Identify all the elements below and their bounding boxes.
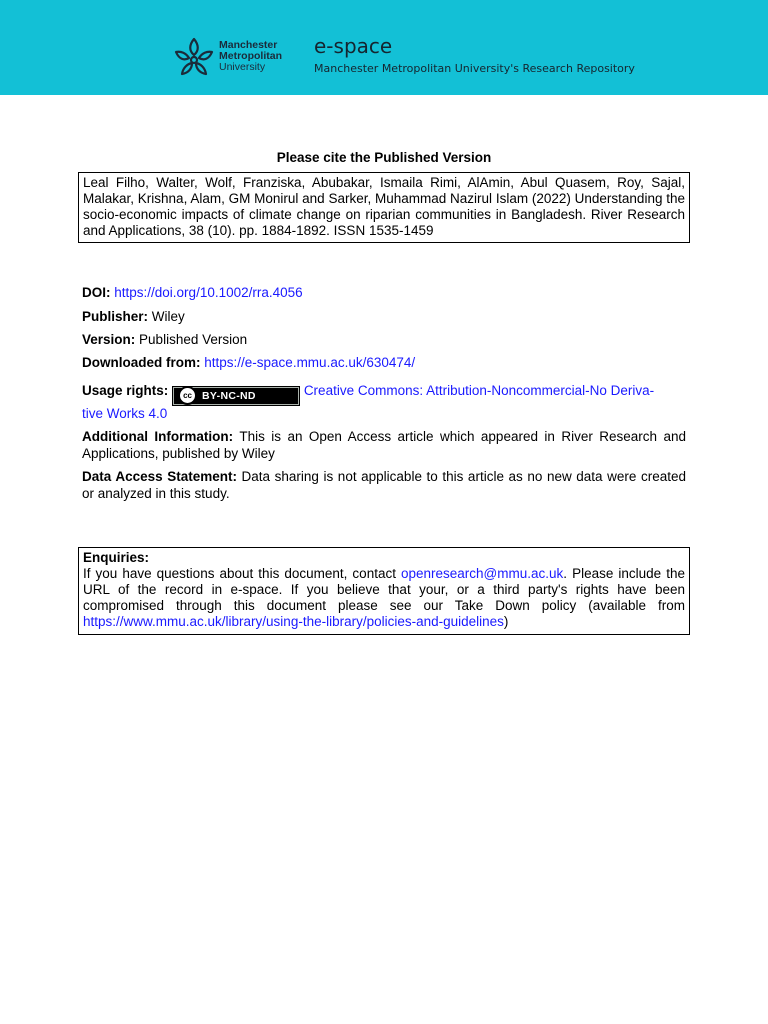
version-label: Version: [82,332,136,347]
citation-box [78,172,690,243]
enquiries-text-part: If you have questions about this document, contact [83,566,401,581]
data-access-row [82,469,686,502]
license-link-line: tive Works 4.0 [82,406,168,421]
enquiries-text-part: ) [503,614,509,629]
university-name [219,40,282,73]
email-link[interactable]: openresearch@mmu.ac.uk [401,566,564,581]
enquiries-text [83,566,685,630]
doi-row [82,285,686,302]
data-access-label: Data Access Statement: [82,469,237,484]
usage-label: Usage rights: [82,383,169,398]
additional-info-row [82,429,686,462]
cc-badge-text: BY-NC-ND [202,389,256,402]
doi-link[interactable]: https://doi.org/10.1002/rra.4056 [114,285,303,300]
version-row [82,332,686,349]
publisher-label: Publisher: [82,309,149,324]
mmu-logo-icon [172,36,216,80]
doi-label: DOI: [82,285,111,300]
downloaded-link[interactable]: https://e-space.mmu.ac.uk/630474/ [204,355,416,370]
additional-info-label: Additional Information: [82,429,234,444]
repository-subtitle: Manchester Metropolitan University's Research Repository [314,62,635,75]
university-name-line: University [219,61,266,73]
university-name-line: Manchester [219,39,278,51]
data-access-value: Data sharing is not applicable to this article as no new data were created or analyzed in this study. [82,469,686,501]
cite-heading: Please cite the Published Version [276,150,492,165]
policy-link[interactable]: https://www.mmu.ac.uk/library/using-the-library/policies-and-guidelines [83,614,504,629]
enquiries-label: Enquiries: [83,550,150,565]
license-link-line: Creative Commons: Attribution-Noncommercial-No Deriva- [303,383,655,398]
additional-info-value: This is an Open Access article which appeared in River Research and Applications, published by Wiley [82,429,686,461]
publisher-row [82,309,686,326]
cc-icon: cc [178,386,197,405]
usage-row [82,383,686,423]
cc-license-badge[interactable] [172,386,300,406]
downloaded-label: Downloaded from: [82,355,201,370]
enquiries-text-part: . Please include the URL of the record in e-space. If you believe that your, or a third party's rights have been compromised through this document please see our Take Down policy (available from [83,566,685,613]
citation-text: Leal Filho, Walter, Wolf, Franziska, Abubakar, Ismaila Rimi, AlAmin, Abul Quasem, Roy, Sajal, Malakar, Krishna, Alam, GM Monirul and Sarker, Muhammad Nazirul Islam (2022) Understanding the socio-economic impacts of climate change on riparian communities in Bangladesh. River Research and Applications, 38 (10). pp. 1884-1892. ISSN 1535-1459 [83,175,685,238]
publisher-value: Wiley [151,309,185,324]
license-link[interactable] [82,383,654,421]
repository-title: e-space [314,34,393,58]
version-value: Published Version [139,332,248,347]
downloaded-row [82,355,686,372]
enquiries-box [78,547,690,635]
university-name-line: Metropolitan [219,50,282,62]
header-banner [0,0,768,95]
